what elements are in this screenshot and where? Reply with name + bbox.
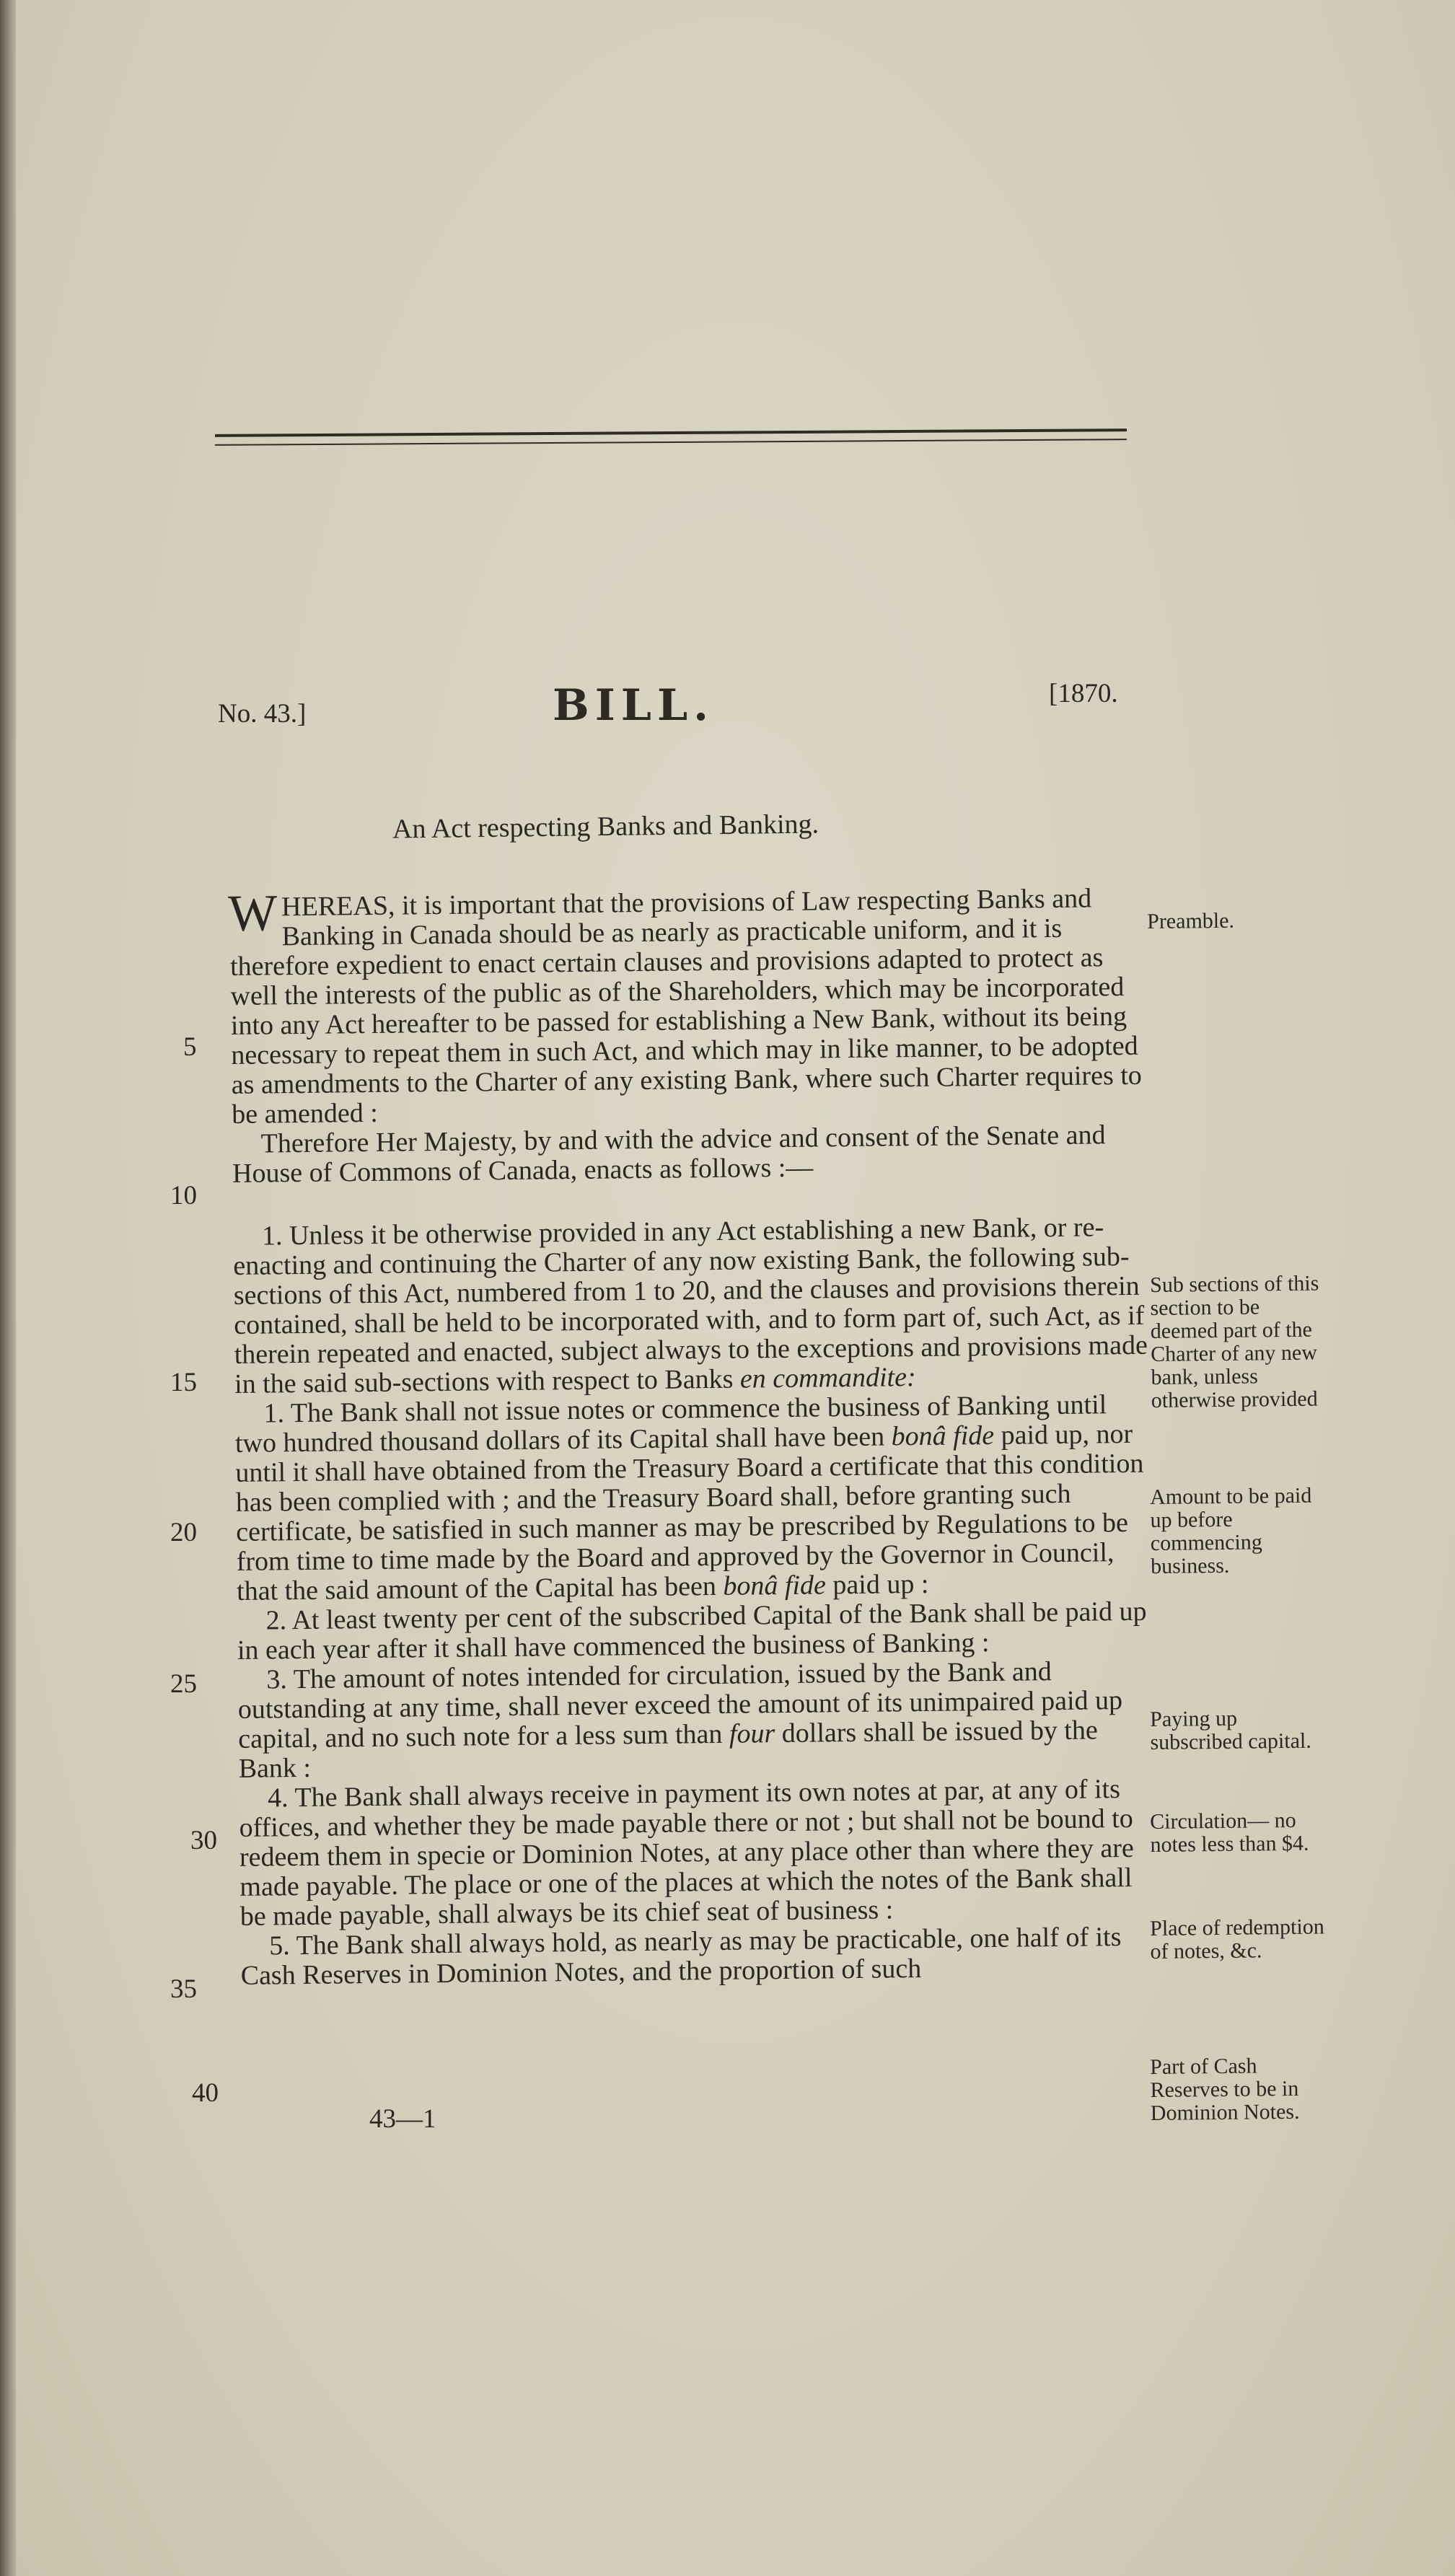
line-number-20: 20 bbox=[170, 1518, 197, 1547]
bill-body bbox=[229, 884, 1157, 1991]
subsection-2: 2. At least twenty per cent of the subscribed Capital of the Bank shall be paid up in each year after it shall have commenced the business of Banking : bbox=[237, 1596, 1147, 1666]
preamble-paragraph: WHEREAS, it is important that the provisions of Law respecting Banks and Banking in Canada should be as nearly as practicable uniform, and it is therefore expedient to enact certain clauses and provisions adapted to protect as well the interests of the public as of the Shareholders, which may be incorporated into any Act hereafter to be passed for establishing a New Bank, without its being necessary to repeat them in such Act, and which may in like manner, to be adopted as amendments to the Charter of any existing Bank, where such Charter requires to be amended : bbox=[227, 883, 1143, 1130]
subsection-5: 5. The Bank shall always hold, as nearly as may be practicable, one half of its Cash Reserves in Dominion Notes, and the proportion of such bbox=[240, 1922, 1122, 1991]
drop-cap: W bbox=[227, 884, 278, 943]
margin-note-preamble: Preamble. bbox=[1146, 908, 1235, 933]
top-rule-thick bbox=[215, 428, 1127, 437]
line-number-30: 30 bbox=[190, 1826, 217, 1855]
bill-year: [1870. bbox=[1049, 679, 1118, 708]
margin-note-amount: Amount to be paid up before commencing business. bbox=[1149, 1483, 1312, 1578]
top-rule-thin bbox=[215, 439, 1127, 446]
bill-number: No. 43.] bbox=[218, 699, 307, 729]
subsection-1: 1. The Bank shall not issue notes or commence the business of Banking until two hundred thousand dollars of its Capital shall have been bonâ fide paid up, nor until it shall have obtained from the Treasury Board a certificate that this condition has been complied with ; and the Treasury Board shall, before granting such certificate, be satisfied in such manner as may be prescribed by Regulations to be from time to time made by the Board and approved by the Governor in Council, that the said amount of the Capital has been bonâ fide paid up : bbox=[234, 1389, 1144, 1606]
line-number-25: 25 bbox=[170, 1669, 197, 1699]
margin-note-subsections: Sub sections of this section to be deemed part of the Charter of any new bank, unless otherwise provided bbox=[1149, 1271, 1319, 1412]
line-number-15: 15 bbox=[170, 1368, 197, 1397]
subsection-4: 4. The Bank shall always receive in payment its own notes at par, at any of its offices, and whether they be made payable there or not ; but shall not be bound to redeem them in specie or Dominion Notes, at any place other than where they are made payable. The place or one of the places at which the notes of the Bank shall be made payable, shall always be its chief seat of business : bbox=[239, 1774, 1134, 1932]
enacting-clause: Therefore Her Majesty, by and with the advice and consent of the Senate and House of Commons of Canada, enacts as follows :— bbox=[232, 1120, 1106, 1189]
subsection-3: 3. The amount of notes intended for circulation, issued by the Bank and outstanding at any time, shall never exceed the amount of its unimpaired paid up capital, and no such note for a less sum than four dollars shall be issued by the Bank : bbox=[237, 1656, 1123, 1784]
margin-note-circulation: Circulation— no notes less than $4. bbox=[1149, 1808, 1309, 1857]
margin-note-redemption: Place of redemption of notes, &c. bbox=[1149, 1915, 1324, 1964]
line-number-10: 10 bbox=[170, 1181, 197, 1210]
bill-heading: BILL. bbox=[553, 680, 715, 731]
line-number-5: 5 bbox=[183, 1032, 197, 1062]
page-signature: 43—1 bbox=[369, 2104, 436, 2134]
document-page bbox=[16, 0, 1455, 2576]
line-number-40: 40 bbox=[192, 2078, 219, 2108]
book-spine bbox=[0, 0, 16, 2576]
margin-note-cash: Part of Cash Reserves to be in Dominion Notes. bbox=[1149, 2054, 1300, 2125]
margin-note-paying: Paying up subscribed capital. bbox=[1149, 1706, 1311, 1754]
act-title: An Act respecting Banks and Banking. bbox=[392, 809, 819, 845]
line-number-35: 35 bbox=[170, 1974, 197, 2004]
section-1: 1. Unless it be otherwise provided in any Act establishing a new Bank, or re-enacting and continuing the Charter of any now existing Bank, the following sub-sections of this Act, numbered from 1 to 20, and the clauses and provisions therein contained, shall be held to be incorporated with, and to form part of, such Act, as if therein repeated and enacted, subject always to the exceptions and provisions made in the said sub-sections with respect to Banks en commandite: bbox=[233, 1212, 1148, 1399]
